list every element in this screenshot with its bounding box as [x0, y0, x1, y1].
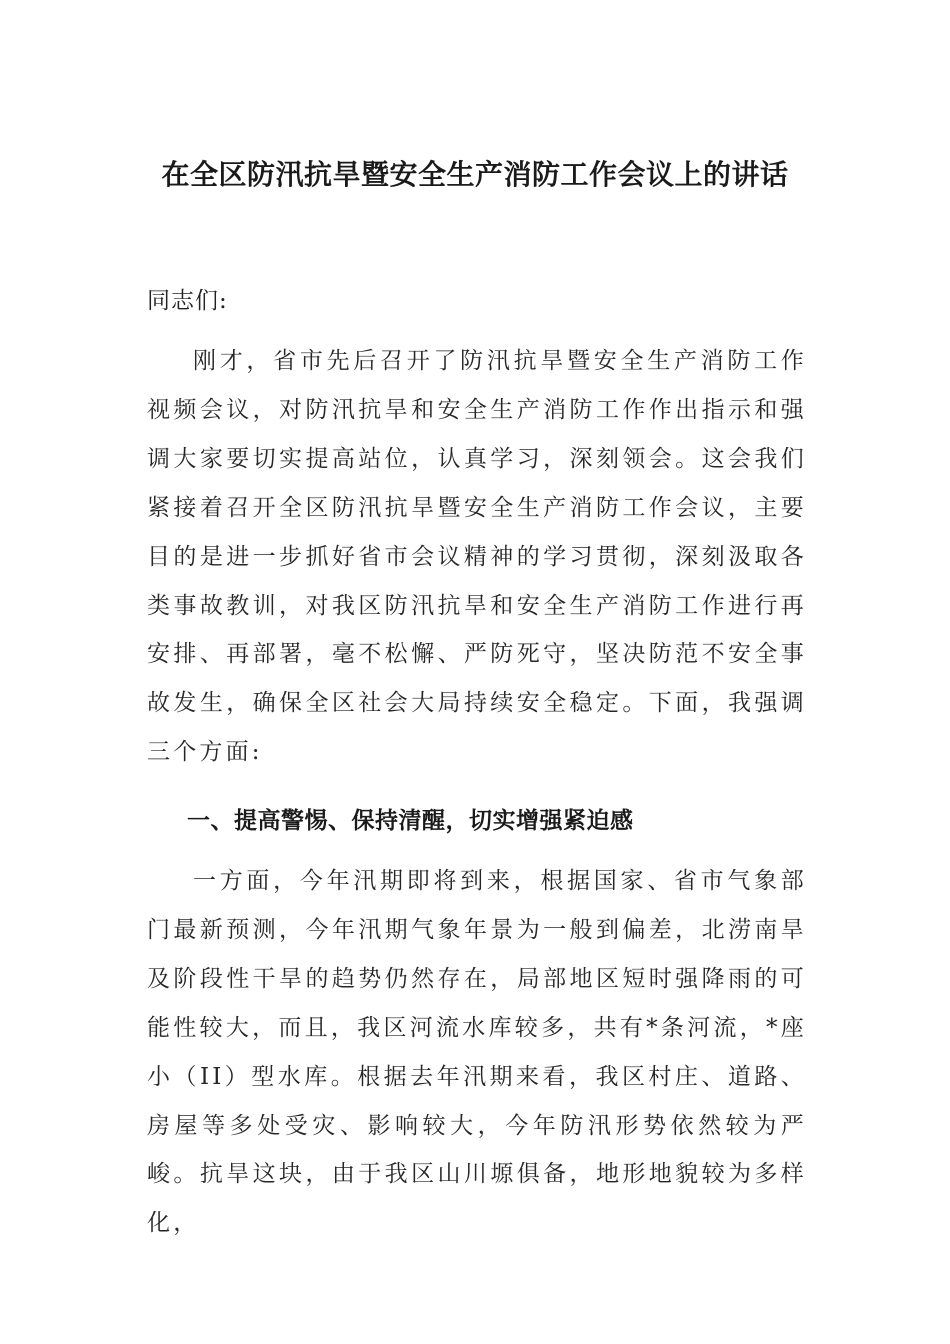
paragraph-section-one: 一方面，今年汛期即将到来，根据国家、省市气象部门最新预测，今年汛期气象年景为一般到偏差，北涝南旱及阶段性干旱的趋势仍然存在，局部地区短时强降雨的可能性较大，而且，我区河流水库较多，共有*条河流，*座小（II）型水库。根据去年汛期来看，我区村庄、道路、房屋等多处受灾、影响较大，今年防汛形势依然较为严峻。抗旱这块，由于我区山川塬俱备，地形地貌较为多样化， — [147, 868, 807, 1237]
document-title: 在全区防汛抗旱暨安全生产消防工作会议上的讲话 — [161, 158, 789, 191]
salutation: 同志们: — [147, 288, 228, 314]
section-heading: 一、提高警惕、保持清醒，切实增强紧迫感 — [187, 808, 634, 834]
paragraph-intro: 刚才，省市先后召开了防汛抗旱暨安全生产消防工作视频会议，对防汛抗旱和安全生产消防工作作出指示和强调大家要切实提高站位，认真学习，深刻领会。这会我们紧接着召开全区防汛抗旱暨安全生产消防工作会议，主要目的是进一步抓好省市会议精神的学习贯彻，深刻汲取各类事故教训，对我区防汛抗旱和安全生产消防工作进行再安排、再部署，毫不松懈、严防死守，坚决防范不安全事故发生，确保全区社会大局持续安全稳定。下面，我强调三个方面: — [147, 348, 807, 766]
